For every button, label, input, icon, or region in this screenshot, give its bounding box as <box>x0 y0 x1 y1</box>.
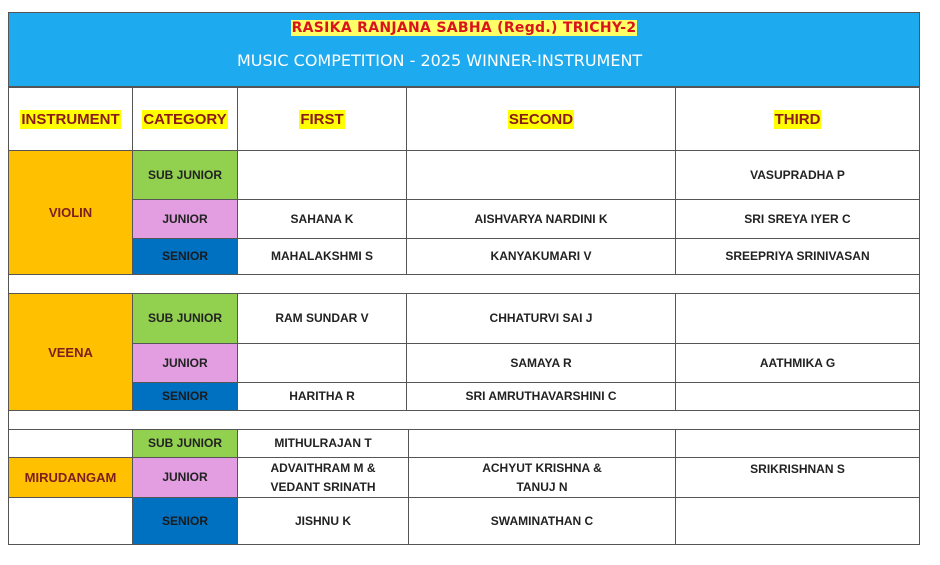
violin-senior-third: SREEPRIYA SRINIVASAN <box>675 238 920 275</box>
instrument-violin: VIOLIN <box>8 150 133 275</box>
category-sub-junior: SUB JUNIOR <box>132 429 238 458</box>
org-title-text: RASIKA RANJANA SABHA (Regd.) TRICHY-2 <box>291 20 637 36</box>
section-spacer <box>8 410 920 430</box>
winner-name-line: ACHYUT KRISHNA & <box>482 460 602 475</box>
mirudangam-senior-first: JISHNU K <box>237 497 409 545</box>
veena-subjunior-first: RAM SUNDAR V <box>237 293 407 344</box>
winner-name-line: VEDANT SRINATH <box>270 479 376 494</box>
violin-senior-second: KANYAKUMARI V <box>406 238 676 275</box>
category-senior: SENIOR <box>132 382 238 411</box>
veena-junior-second: SAMAYA R <box>406 343 676 383</box>
col-header-instrument: INSTRUMENT <box>8 87 133 151</box>
instrument-mirudangam: MIRUDANGAM <box>8 457 133 498</box>
mirudangam-junior-second <box>408 457 676 498</box>
category-junior: JUNIOR <box>132 457 238 498</box>
veena-senior-second: SRI AMRUTHAVARSHINI C <box>406 382 676 411</box>
veena-subjunior-third <box>675 293 920 344</box>
veena-senior-third <box>675 382 920 411</box>
violin-subjunior-second <box>406 150 676 200</box>
violin-junior-third: SRI SREYA IYER C <box>675 199 920 239</box>
violin-subjunior-first <box>237 150 407 200</box>
category-senior: SENIOR <box>132 238 238 275</box>
mirudangam-subjunior-second <box>408 429 676 458</box>
instrument-spacer-top <box>8 429 133 458</box>
category-sub-junior: SUB JUNIOR <box>132 293 238 344</box>
category-junior: JUNIOR <box>132 343 238 383</box>
violin-subjunior-third: VASUPRADHA P <box>675 150 920 200</box>
instrument-spacer-bottom <box>8 497 133 545</box>
mirudangam-junior-third: SRIKRISHNAN S <box>675 457 920 498</box>
mirudangam-subjunior-third <box>675 429 920 458</box>
veena-junior-first <box>237 343 407 383</box>
org-title <box>9 20 919 36</box>
violin-junior-first: SAHANA K <box>237 199 407 239</box>
category-senior: SENIOR <box>132 497 238 545</box>
instrument-veena: VEENA <box>8 293 133 411</box>
col-header-second: SECOND <box>406 87 676 151</box>
mirudangam-senior-second: SWAMINATHAN C <box>408 497 676 545</box>
col-header-category: CATEGORY <box>132 87 238 151</box>
veena-senior-first: HARITHA R <box>237 382 407 411</box>
winner-name-line: ADVAITHRAM M & <box>270 460 376 475</box>
veena-junior-third: AATHMIKA G <box>675 343 920 383</box>
mirudangam-subjunior-first: MITHULRAJAN T <box>237 429 409 458</box>
col-header-third: THIRD <box>675 87 920 151</box>
violin-senior-first: MAHALAKSHMI S <box>237 238 407 275</box>
mirudangam-senior-third <box>675 497 920 545</box>
category-junior: JUNIOR <box>132 199 238 239</box>
violin-junior-second: AISHVARYA NARDINI K <box>406 199 676 239</box>
page-subtitle: MUSIC COMPETITION - 2025 WINNER-INSTRUMENT <box>237 51 643 70</box>
col-header-first: FIRST <box>237 87 407 151</box>
mirudangam-junior-first <box>237 457 409 498</box>
section-spacer <box>8 274 920 294</box>
category-sub-junior: SUB JUNIOR <box>132 150 238 200</box>
veena-subjunior-second: CHHATURVI SAI J <box>406 293 676 344</box>
header-banner <box>8 12 920 87</box>
winner-name-line: TANUJ N <box>516 479 568 494</box>
